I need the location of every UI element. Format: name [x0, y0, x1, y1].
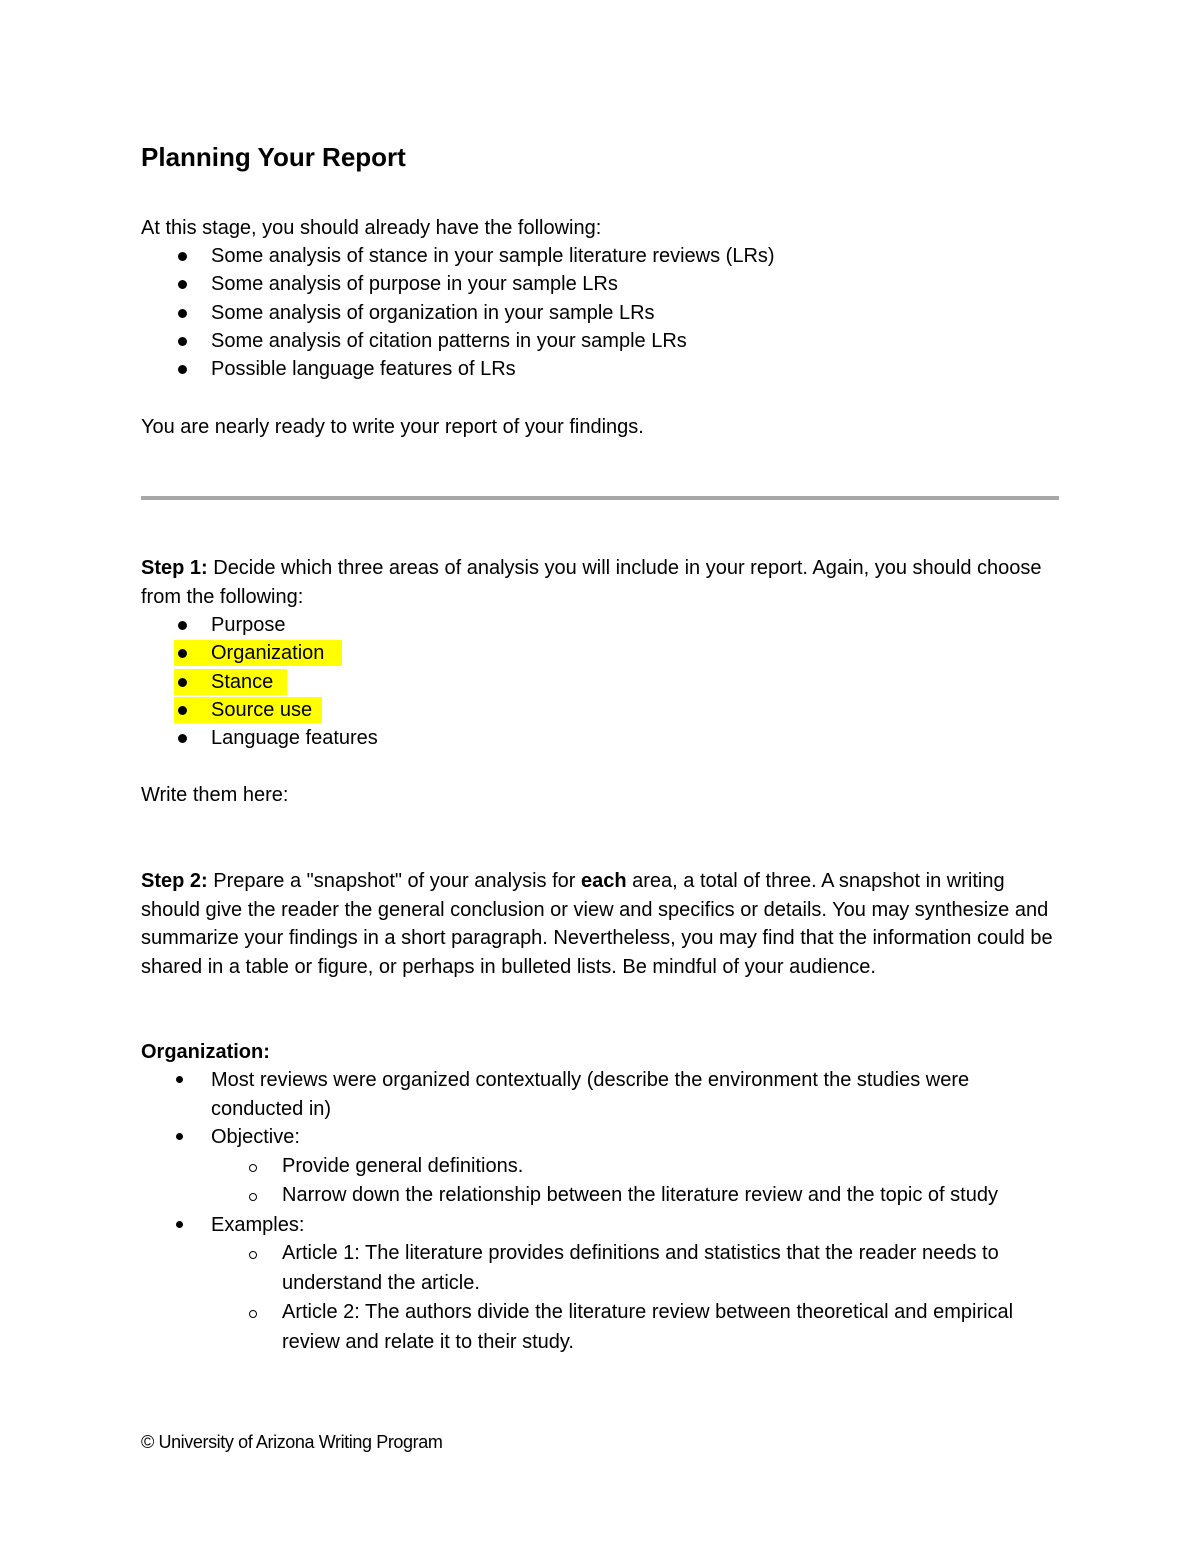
step2-label: Step 2: — [141, 870, 208, 892]
step1-options — [141, 611, 378, 752]
list-item: Some analysis of citation patterns in your sample LRs — [141, 327, 775, 355]
list-item-highlighted: Stance — [141, 668, 378, 696]
section-divider — [141, 496, 1059, 500]
step1-paragraph — [141, 554, 1059, 611]
copyright-footer: © University of Arizona Writing Program — [141, 1432, 443, 1452]
list-item: Some analysis of stance in your sample literature reviews (LRs) — [141, 242, 775, 270]
bullet-icon — [178, 365, 187, 374]
hollow-bullet-icon — [249, 1164, 257, 1172]
sub-list — [211, 1152, 1061, 1211]
organization-heading: Organization: — [141, 1041, 270, 1063]
intro-closing: You are nearly ready to write your report of your findings. — [141, 416, 644, 438]
list-item: Possible language features of LRs — [141, 355, 775, 383]
organization-list — [141, 1066, 1061, 1357]
bullet-icon — [178, 252, 187, 261]
list-item: Some analysis of purpose in your sample LRs — [141, 270, 775, 298]
intro-lead: At this stage, you should already have the following: — [141, 217, 602, 239]
hollow-bullet-icon — [249, 1310, 257, 1318]
hollow-bullet-icon — [249, 1193, 257, 1201]
step1-label: Step 1: — [141, 557, 208, 579]
list-item: Examples: Article 1: The literature provides definitions and statistics that the reader needs to understand the article. Article 2: The authors divide the literature review between theoretical and empirical review and relate it to their study. — [141, 1211, 1061, 1358]
document-page — [141, 0, 1061, 1553]
hollow-bullet-icon — [249, 1251, 257, 1259]
bullet-icon — [178, 734, 187, 743]
bullet-icon — [176, 1133, 183, 1140]
bullet-icon — [176, 1221, 183, 1228]
sub-list — [211, 1239, 1061, 1357]
bullet-icon — [178, 309, 187, 318]
sub-list-item: Provide general definitions. — [211, 1152, 1062, 1182]
sub-list-item: Narrow down the relationship between the literature review and the topic of study — [211, 1181, 1062, 1211]
list-item: Most reviews were organized contextually (describe the environment the studies were conducted in) — [141, 1066, 1061, 1123]
write-prompt: Write them here: — [141, 784, 289, 806]
list-item-highlighted: Source use — [141, 696, 378, 724]
list-item: Language features — [141, 724, 378, 752]
bullet-icon — [178, 706, 187, 715]
bullet-icon — [178, 621, 187, 630]
sub-list-item: Article 1: The literature provides definitions and statistics that the reader needs to understand the article. — [211, 1239, 1062, 1298]
bullet-icon — [178, 337, 187, 346]
step2-emphasis: each — [580, 870, 627, 892]
list-item-highlighted: Organization — [141, 639, 378, 667]
page-title: Planning Your Report — [141, 142, 406, 172]
bullet-icon — [176, 1076, 183, 1083]
list-item: Some analysis of organization in your sample LRs — [141, 299, 775, 327]
list-item: Objective: Provide general definitions. Narrow down the relationship between the literature review and the topic of study — [141, 1123, 1061, 1211]
intro-list — [141, 242, 775, 383]
sub-list-item: Article 2: The authors divide the literature review between theoretical and empirical review and relate it to their study. — [211, 1298, 1062, 1357]
bullet-icon — [178, 280, 187, 289]
step1-text: Decide which three areas of analysis you will include in your report. Again, you should choose from the following: — [141, 557, 1042, 608]
bullet-icon — [178, 678, 187, 687]
list-item: Purpose — [141, 611, 378, 639]
step2-paragraph: Step 2: Prepare a "snapshot" of your analysis for each area, a total of three. A snapshot in writing should give the reader the general conclusion or view and specifics or details. You may synthesize and summarize your findings in a short paragraph. Nevertheless, you may find that the information could be shared in a table or figure, or perhaps in bulleted lists. Be mindful of your audience. — [141, 870, 1053, 978]
